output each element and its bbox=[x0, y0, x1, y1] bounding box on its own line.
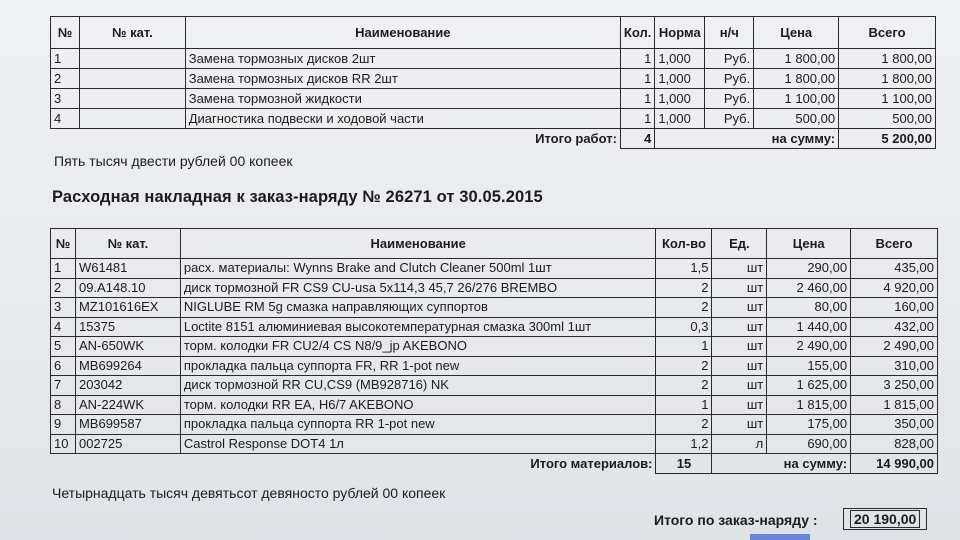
materials-cell-cat: MB699264 bbox=[75, 356, 180, 376]
materials-table-row bbox=[51, 259, 938, 279]
materials-cell-num: 10 bbox=[51, 434, 76, 454]
materials-cell-qty: 2 bbox=[656, 278, 712, 298]
works-cell-norm: 1,000 bbox=[655, 69, 705, 89]
works-cell-total: 1 800,00 bbox=[839, 49, 936, 69]
works-cell-norm: 1,000 bbox=[655, 49, 705, 69]
materials-cell-cat: 09.A148.10 bbox=[75, 278, 180, 298]
works-sum-label: на сумму: bbox=[655, 129, 839, 149]
materials-cell-qty: 1,5 bbox=[656, 259, 712, 279]
col-unit: Ед. bbox=[712, 229, 767, 259]
materials-cell-qty: 1 bbox=[656, 395, 712, 415]
materials-total-label: Итого материалов: bbox=[51, 454, 656, 474]
materials-in-words: Четырнадцать тысяч девятьсот девяносто рублей 00 копеек bbox=[52, 485, 446, 501]
materials-cell-total: 160,00 bbox=[851, 298, 938, 318]
works-cell-price: 1 800,00 bbox=[754, 49, 839, 69]
works-table bbox=[50, 16, 936, 149]
materials-cell-unit: шт bbox=[712, 356, 767, 376]
materials-cell-total: 432,00 bbox=[851, 317, 938, 337]
materials-cell-num: 4 bbox=[51, 317, 76, 337]
materials-table-row bbox=[51, 395, 938, 415]
materials-cell-cat: 203042 bbox=[75, 376, 180, 396]
works-cell-price: 1 100,00 bbox=[754, 89, 839, 109]
works-table-row bbox=[51, 89, 936, 109]
materials-cell-num: 5 bbox=[51, 337, 76, 357]
materials-cell-cat: 15375 bbox=[75, 317, 180, 337]
works-cell-num: 3 bbox=[51, 89, 80, 109]
materials-cell-total: 4 920,00 bbox=[851, 278, 938, 298]
materials-cell-total: 828,00 bbox=[851, 434, 938, 454]
works-total-qty: 4 bbox=[620, 129, 654, 149]
materials-cell-price: 175,00 bbox=[767, 415, 851, 435]
col-total: Всего bbox=[839, 17, 936, 49]
works-cell-total: 1 800,00 bbox=[839, 69, 936, 89]
materials-cell-name: прокладка пальца суппорта FR, RR 1-pot new bbox=[180, 356, 656, 376]
works-cell-unit: Руб. bbox=[705, 69, 754, 89]
materials-cell-cat: 002725 bbox=[75, 434, 180, 454]
materials-cell-price: 1 440,00 bbox=[767, 317, 851, 337]
col-price: Цена bbox=[767, 229, 851, 259]
materials-cell-qty: 2 bbox=[656, 415, 712, 435]
works-table-row bbox=[51, 49, 936, 69]
materials-total-row bbox=[51, 454, 938, 474]
materials-cell-price: 1 625,00 bbox=[767, 376, 851, 396]
works-total-label: Итого работ: bbox=[535, 130, 617, 146]
materials-cell-unit: шт bbox=[712, 395, 767, 415]
materials-cell-unit: шт bbox=[712, 298, 767, 318]
materials-cell-price: 2 490,00 bbox=[767, 337, 851, 357]
materials-cell-num: 2 bbox=[51, 278, 76, 298]
works-cell-name: Замена тормозных дисков RR 2шт bbox=[185, 69, 620, 89]
works-in-words: Пять тысяч двести рублей 00 копеек bbox=[54, 153, 293, 169]
materials-cell-unit: шт bbox=[712, 415, 767, 435]
grand-total-label: Итого по заказ-наряду : bbox=[654, 512, 818, 528]
materials-cell-total: 1 815,00 bbox=[851, 395, 938, 415]
materials-cell-name: диск тормозной RR CU,CS9 (MB928716) NK bbox=[180, 376, 656, 396]
materials-table-row bbox=[51, 337, 938, 357]
works-sum-value: 5 200,00 bbox=[839, 129, 936, 149]
materials-cell-name: расх. материалы: Wynns Brake and Clutch Cleaner 500ml 1шт bbox=[180, 259, 656, 279]
materials-cell-unit: шт bbox=[712, 278, 767, 298]
materials-table-row bbox=[51, 356, 938, 376]
materials-cell-name: торм. колодки RR EA, H6/7 AKEBONO bbox=[180, 395, 656, 415]
works-cell-num: 2 bbox=[51, 69, 80, 89]
materials-cell-qty: 2 bbox=[656, 356, 712, 376]
materials-cell-cat: AN-650WK bbox=[75, 337, 180, 357]
col-name: Наименование bbox=[180, 229, 656, 259]
col-price: Цена bbox=[754, 17, 839, 49]
materials-table-row bbox=[51, 317, 938, 337]
materials-cell-num: 1 bbox=[51, 259, 76, 279]
materials-cell-price: 1 815,00 bbox=[767, 395, 851, 415]
materials-cell-name: прокладка пальца суппорта RR 1-pot new bbox=[180, 415, 656, 435]
works-header-row bbox=[51, 17, 936, 49]
works-cell-name: Замена тормозной жидкости bbox=[185, 89, 620, 109]
materials-table bbox=[50, 228, 938, 474]
grand-total-box bbox=[843, 508, 927, 530]
materials-table-row bbox=[51, 415, 938, 435]
col-num: № bbox=[51, 229, 76, 259]
materials-cell-unit: шт bbox=[712, 337, 767, 357]
works-cell-cat bbox=[79, 89, 185, 109]
materials-cell-name: Castrol Response DOT4 1л bbox=[180, 434, 656, 454]
materials-cell-name: торм. колодки FR CU2/4 CS N8/9_jp AKEBONO bbox=[180, 337, 656, 357]
materials-cell-cat: MB699587 bbox=[75, 415, 180, 435]
materials-cell-qty: 0,3 bbox=[656, 317, 712, 337]
materials-cell-price: 80,00 bbox=[767, 298, 851, 318]
works-cell-qty: 1 bbox=[620, 109, 654, 129]
materials-total-qty: 15 bbox=[656, 454, 712, 474]
works-cell-price: 500,00 bbox=[754, 109, 839, 129]
materials-cell-cat: W61481 bbox=[75, 259, 180, 279]
works-table-row bbox=[51, 109, 936, 129]
materials-cell-cat: AN-224WK bbox=[75, 395, 180, 415]
materials-cell-name: Loctite 8151 алюминиевая высокотемпературная смазка 300ml 1шт bbox=[180, 317, 656, 337]
col-qty: Кол. bbox=[620, 17, 654, 49]
col-name: Наименование bbox=[185, 17, 620, 49]
works-cell-norm: 1,000 bbox=[655, 89, 705, 109]
col-num: № bbox=[51, 17, 80, 49]
materials-cell-name: NIGLUBE RM 5g смазка направляющих суппортов bbox=[180, 298, 656, 318]
materials-cell-price: 690,00 bbox=[767, 434, 851, 454]
works-cell-cat bbox=[79, 69, 185, 89]
grand-total-value: 20 190,00 bbox=[850, 510, 920, 528]
col-cat: № кат. bbox=[79, 17, 185, 49]
works-cell-cat bbox=[79, 49, 185, 69]
works-cell-name: Диагностика подвески и ходовой части bbox=[185, 109, 620, 129]
col-qty: Кол-во bbox=[656, 229, 712, 259]
materials-heading: Расходная накладная к заказ-наряду № 26271 от 30.05.2015 bbox=[52, 188, 543, 206]
works-cell-price: 1 800,00 bbox=[754, 69, 839, 89]
materials-cell-num: 3 bbox=[51, 298, 76, 318]
materials-cell-total: 435,00 bbox=[851, 259, 938, 279]
materials-cell-num: 7 bbox=[51, 376, 76, 396]
materials-table-row bbox=[51, 376, 938, 396]
materials-cell-unit: л bbox=[712, 434, 767, 454]
works-cell-num: 1 bbox=[51, 49, 80, 69]
materials-cell-qty: 1 bbox=[656, 337, 712, 357]
materials-table-row bbox=[51, 278, 938, 298]
materials-table-row bbox=[51, 298, 938, 318]
works-cell-unit: Руб. bbox=[705, 49, 754, 69]
works-cell-name: Замена тормозных дисков 2шт bbox=[185, 49, 620, 69]
col-total: Всего bbox=[851, 229, 938, 259]
materials-cell-price: 290,00 bbox=[767, 259, 851, 279]
materials-cell-total: 2 490,00 bbox=[851, 337, 938, 357]
materials-cell-unit: шт bbox=[712, 259, 767, 279]
works-table-row bbox=[51, 69, 936, 89]
blue-stamp-fragment bbox=[750, 534, 810, 540]
materials-cell-price: 2 460,00 bbox=[767, 278, 851, 298]
works-cell-total: 500,00 bbox=[839, 109, 936, 129]
works-cell-unit: Руб. bbox=[705, 89, 754, 109]
works-cell-cat bbox=[79, 109, 185, 129]
works-cell-norm: 1,000 bbox=[655, 109, 705, 129]
col-unit: н/ч bbox=[705, 17, 754, 49]
works-cell-unit: Руб. bbox=[705, 109, 754, 129]
materials-cell-qty: 1,2 bbox=[656, 434, 712, 454]
materials-cell-unit: шт bbox=[712, 376, 767, 396]
materials-cell-unit: шт bbox=[712, 317, 767, 337]
col-norm: Норма bbox=[655, 17, 705, 49]
materials-header-row bbox=[51, 229, 938, 259]
materials-cell-price: 155,00 bbox=[767, 356, 851, 376]
materials-cell-qty: 2 bbox=[656, 298, 712, 318]
materials-sum-value: 14 990,00 bbox=[851, 454, 938, 474]
works-cell-qty: 1 bbox=[620, 89, 654, 109]
materials-table-row bbox=[51, 434, 938, 454]
materials-sum-label: на сумму: bbox=[712, 454, 851, 474]
col-cat: № кат. bbox=[75, 229, 180, 259]
materials-cell-num: 9 bbox=[51, 415, 76, 435]
materials-cell-total: 350,00 bbox=[851, 415, 938, 435]
materials-cell-total: 310,00 bbox=[851, 356, 938, 376]
materials-cell-num: 8 bbox=[51, 395, 76, 415]
materials-cell-total: 3 250,00 bbox=[851, 376, 938, 396]
works-cell-total: 1 100,00 bbox=[839, 89, 936, 109]
materials-cell-num: 6 bbox=[51, 356, 76, 376]
works-cell-qty: 1 bbox=[620, 49, 654, 69]
materials-cell-cat: MZ101616EX bbox=[75, 298, 180, 318]
works-total-row bbox=[51, 129, 936, 149]
works-cell-qty: 1 bbox=[620, 69, 654, 89]
materials-cell-qty: 2 bbox=[656, 376, 712, 396]
materials-cell-name: диск тормозной FR CS9 CU-usa 5x114,3 45,7 26/276 BREMBO bbox=[180, 278, 656, 298]
works-cell-num: 4 bbox=[51, 109, 80, 129]
